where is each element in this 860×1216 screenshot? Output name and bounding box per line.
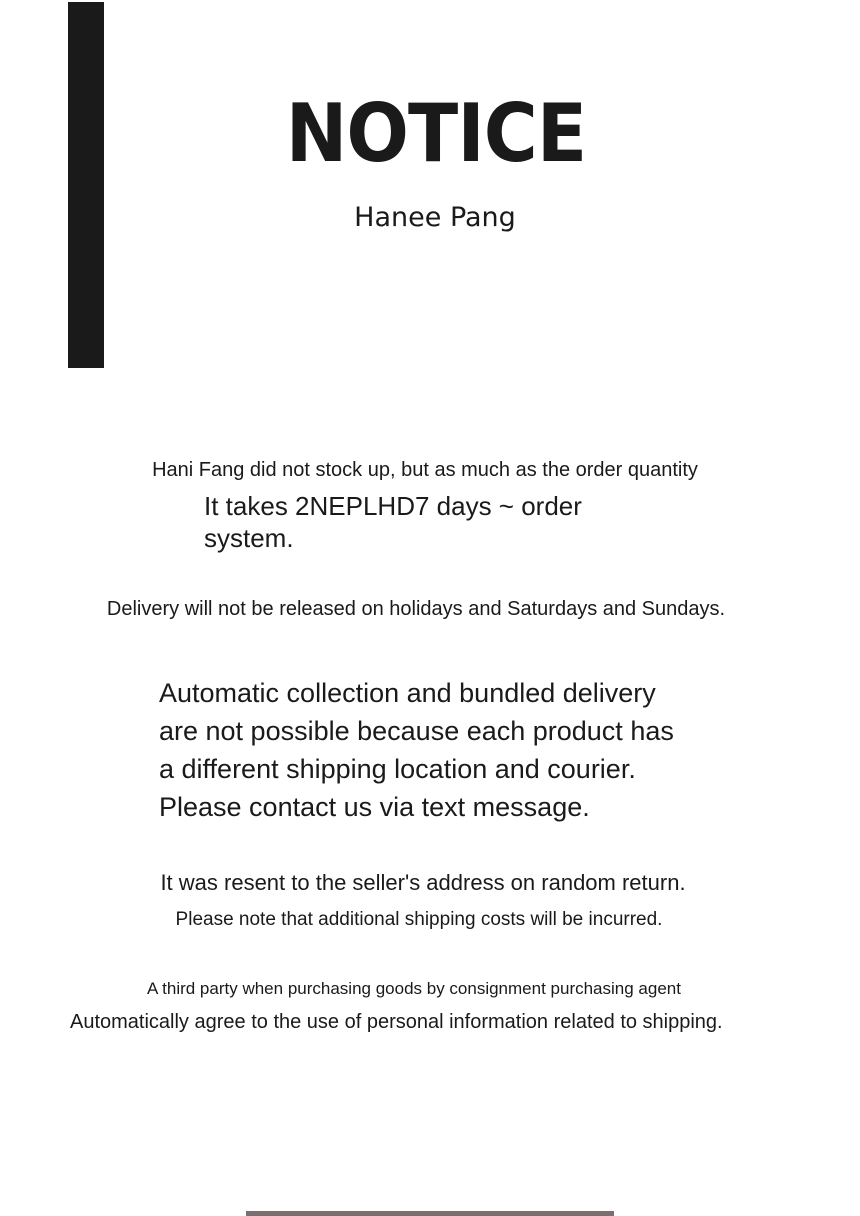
stock-notice-text: Hani Fang did not stock up, but as much as the order quantity xyxy=(152,459,698,481)
notice-title: NOTICE xyxy=(285,87,587,180)
purchasing-agent-text: A third party when purchasing goods by consignment purchasing agent xyxy=(147,979,681,998)
bottom-divider xyxy=(246,1211,614,1216)
bundle-notice-line-2: are not possible because each product has xyxy=(159,716,674,746)
return-policy-text: It was resent to the seller's address on random return. xyxy=(160,870,686,895)
shipping-cost-text: Please note that additional shipping costs will be incurred. xyxy=(175,909,663,930)
notice-subtitle: Hanee Pang xyxy=(354,202,516,233)
order-time-text-line-1: It takes 2NEPLHD7 days ~ order xyxy=(204,491,582,521)
bundle-notice-line-1: Automatic collection and bundled delivery xyxy=(159,678,656,708)
bundle-notice-line-4: Please contact us via text message. xyxy=(159,792,590,822)
bundle-notice-line-3: a different shipping location and courier. xyxy=(159,754,636,784)
delivery-schedule-text: Delivery will not be released on holidays and Saturdays and Sundays. xyxy=(106,598,726,620)
decorative-side-bar xyxy=(68,2,104,368)
privacy-consent-text: Automatically agree to the use of personal information related to shipping. xyxy=(70,1011,723,1033)
order-time-text-line-2: system. xyxy=(204,523,294,553)
